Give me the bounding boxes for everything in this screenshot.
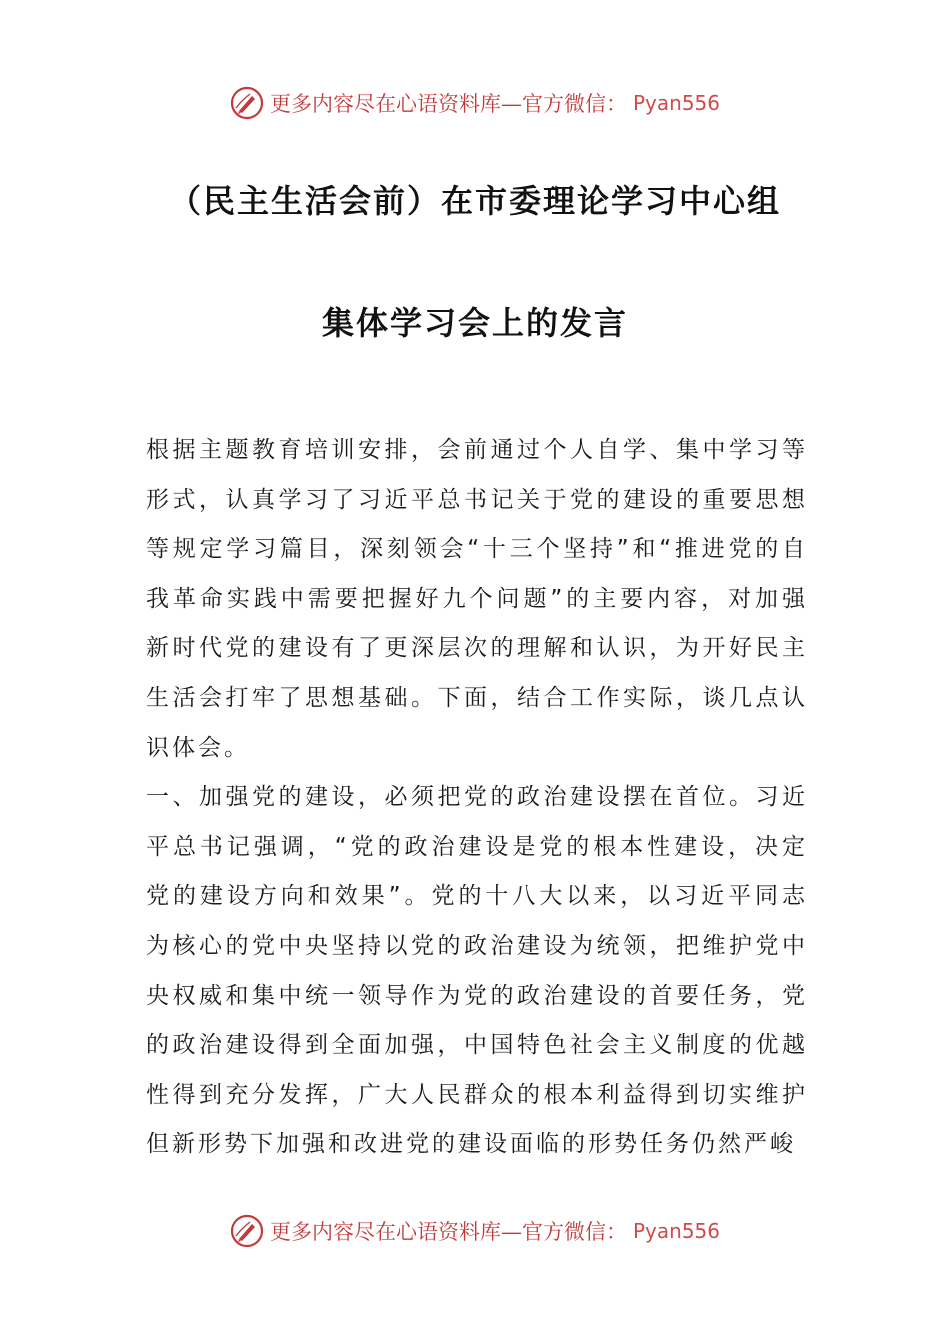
document-body [146,426,808,1170]
watermark-text: 更多内容尽在心语资料库—官方微信： [269,92,627,116]
document-title-line-2: 集体学习会上的发言 [321,304,628,342]
watermark-banner-top [0,83,950,123]
pen-logo-icon [230,86,264,120]
pen-logo-icon [230,1214,264,1248]
paragraph-intro: 根据主题教育培训安排，会前通过个人自学、集中学习等形式，认真学习了习近平总书记关于党的建设的重要思想等规定学习篇目，深刻领会“十三个坚持”和“推进党的自我革命实践中需要把握好九个问题”的主要内容，对加强新时代党的建设有了更深层次的理解和认识，为开好民主生活会打牢了思想基础。下面，结合工作实际，谈几点认识体会。 [146,437,808,761]
watermark-banner-bottom [0,1211,950,1251]
paragraph-section-one: 一、加强党的建设，必须把党的政治建设摆在首位。习近平总书记强调，“党的政治建设是党的根本性建设，决定党的建设方向和效果”。党的十八大以来，以习近平同志为核心的党中央坚持以党的政治建设为统领，把维护党中央权威和集中统一领导作为党的政治建设的首要任务，党的政治建设得到全面加强，中国特色社会主义制度的优越性得到充分发挥，广大人民群众的根本利益得到切实维护但新形势下加强和改进党的建设面临的形势任务仍然严峻 [146,784,808,1158]
watermark-text: 更多内容尽在心语资料库—官方微信： [269,1220,627,1244]
watermark-wechat-id: Pyan556 [632,1219,720,1243]
watermark-wechat-id: Pyan556 [632,91,720,115]
document-title-line-1: （民主生活会前）在市委理论学习中心组 [168,182,781,220]
